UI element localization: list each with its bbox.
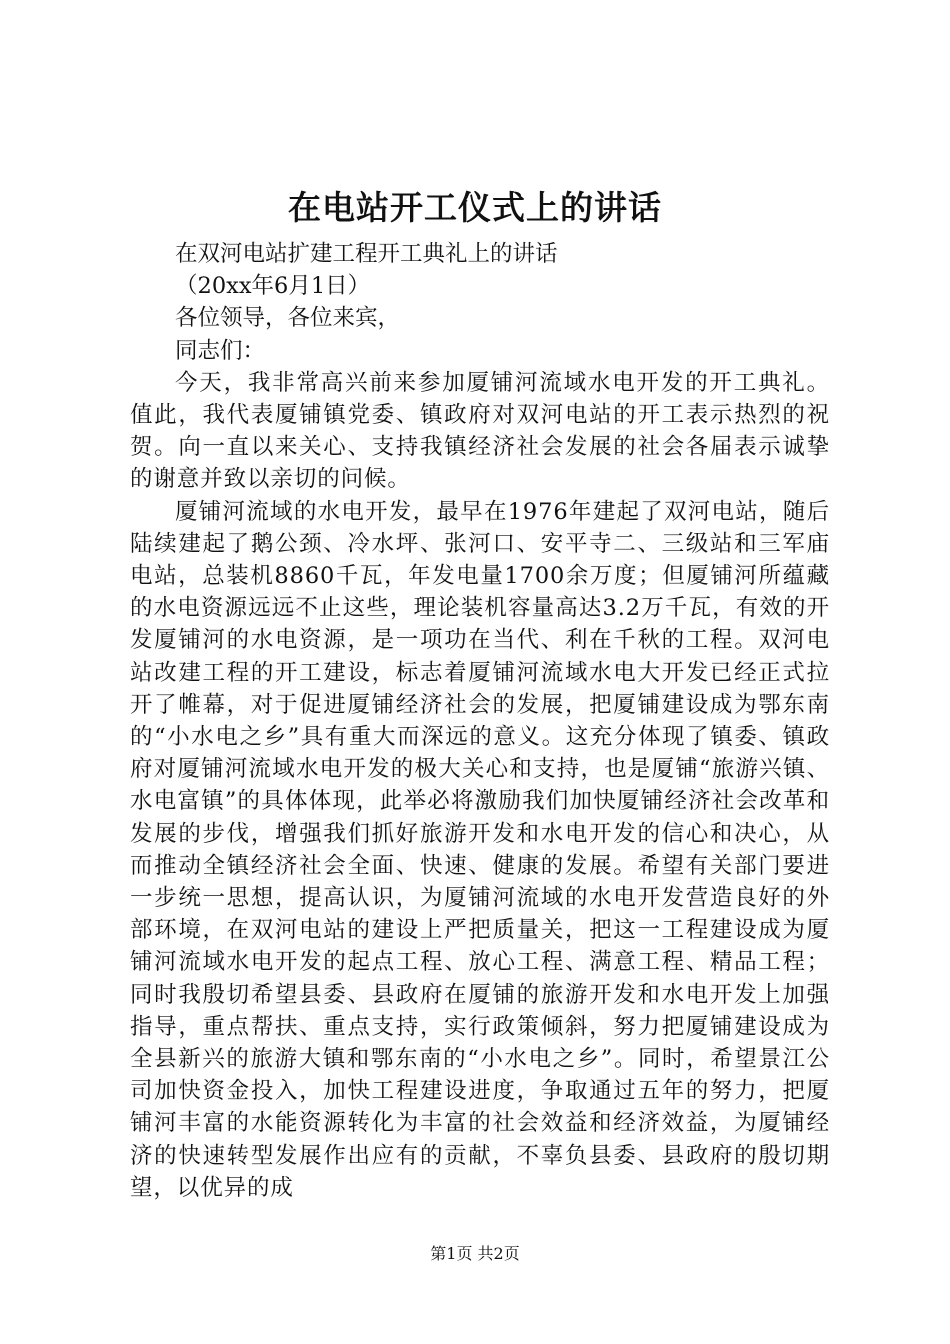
speech-subtitle: 在双河电站扩建工程开工典礼上的讲话 <box>175 241 558 267</box>
paragraph-1: 今天，我非常高兴前来参加厦铺河流域水电开发的开工典礼。值此，我代表厦铺镇党委、镇政府对双河电站的开工表示热烈的祝贺。向一直以来关心、支持我镇经济社会发展的社会各届表示诚挚的谢意并致以亲切的问候。 <box>130 369 830 493</box>
paragraph-2: 厦铺河流域的水电开发，最早在1976年建起了双河电站，随后陆续建起了鹅公颈、冷水坪、张河口、安平寺二、三级站和三军庙电站，总装机8860千瓦，年发电量1700余万度；但厦铺河所蕴藏的水电资源远远不止这些，理论装机容量高达3.2万千瓦，有效的开发厦铺河的水电资源，是一项功在当代、利在千秋的工程。双河电站改建工程的开工建设，标志着厦铺河流域水电大开发已经正式拉开了帷幕，对于促进厦铺经济社会的发展，把厦铺建设成为鄂东南的“小水电之乡”具有重大而深远的意义。这充分体现了镇委、镇政府对厦铺河流域水电开发的极大关心和支持，也是厦铺“旅游兴镇、水电富镇”的具体体现，此举必将激励我们加快厦铺经济社会改革和发展的步伐，增强我们抓好旅游开发和水电开发的信心和决心，从而推动全镇经济社会全面、快速、健康的发展。希望有关部门要进一步统一思想，提高认识，为厦铺河流域的水电开发营造良好的外部环境，在双河电站的建设上严把质量关，把这一工程建设成为厦铺河流域水电开发的起点工程、放心工程、满意工程、精品工程；同时我殷切希望县委、县政府在厦铺的旅游开发和水电开发上加强指导，重点帮扶、重点支持，实行政策倾斜，努力把厦铺建设成为全县新兴的旅游大镇和鄂东南的“小水电之乡”。同时，希望景江公司加快资金投入，加快工程建设进度，争取通过五年的努力，把厦铺河丰富的水能资源转化为丰富的社会效益和经济效益，为厦铺经济的快速转型发展作出应有的贡献，不辜负县委、县政府的殷切期望，以优异的成 <box>130 498 830 1201</box>
greeting-line-1: 各位领导，各位来宾， <box>175 305 401 332</box>
page-number-footer: 第1页 共2页 <box>430 1244 520 1263</box>
document-body <box>130 238 830 1204</box>
greeting-line-2: 同志们： <box>175 337 266 364</box>
document-title: 在电站开工仪式上的讲话 <box>288 188 662 227</box>
speech-date: （20xx年6月1日） <box>175 273 371 300</box>
